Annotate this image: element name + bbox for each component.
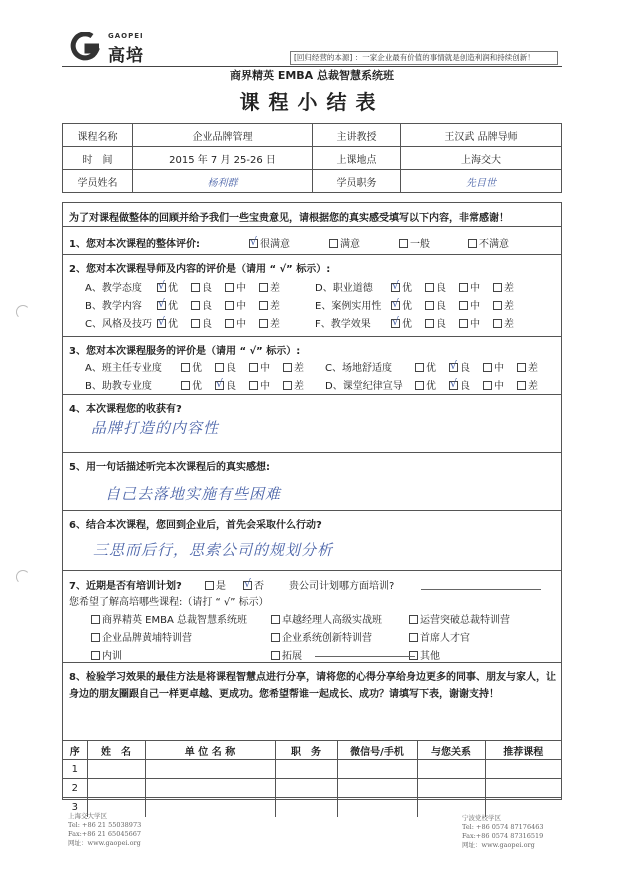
footer-fax: Fax:+86 21 65045667 [68,830,142,838]
q3-grade-option[interactable]: 中 [249,359,270,374]
checkbox-checked-icon [391,283,400,292]
checkbox-checked-icon [157,319,166,328]
cell[interactable] [145,798,275,817]
checkbox-icon [91,651,100,660]
q3-grade-option[interactable]: 差 [283,377,304,392]
page-title: 课程小结表 [239,90,385,114]
q5-section [63,453,561,511]
cell[interactable] [417,779,485,798]
intro-section [63,203,561,227]
q1-option-satisfied[interactable]: 满意 [329,235,360,250]
checkbox-icon [517,381,526,390]
row-number: 1 [63,760,87,779]
col-header: 与您关系 [417,741,485,760]
col-header: 职 务 [275,741,337,760]
checkbox-checked-icon [157,301,166,310]
cell[interactable] [337,779,417,798]
course-option[interactable]: 企业系统创新特训营 [271,629,372,644]
q3-grade-option[interactable]: 中 [483,359,504,374]
q2-grade-option[interactable]: 差 [493,315,514,330]
q2-grade-option[interactable]: 良 [191,297,212,312]
q4-section [63,395,561,453]
checkbox-checked-icon [249,239,258,248]
name-label: 学员姓名 [63,170,133,193]
q2-grade-option[interactable]: 差 [259,297,280,312]
position-value: 先目世 [401,170,562,193]
q7-no-option[interactable]: √ 否 [243,577,264,592]
q2-grade-option[interactable]: 差 [493,279,514,294]
q2-grade-option[interactable]: 良 [191,279,212,294]
q3-grade-option[interactable]: 优 [181,359,202,374]
q3-grade-option[interactable]: 优 [181,377,202,392]
cell[interactable] [417,760,485,779]
q2-item-label: E、案例实用性 [315,301,382,312]
q2-grade-option[interactable]: 中 [225,297,246,312]
q3-label: 3、您对本次课程服务的评价是（请用 “ √” 标示）: [69,346,301,357]
footer-right [462,814,544,850]
checkbox-checked-icon [157,283,166,292]
cell[interactable] [485,760,561,779]
checkbox-icon [271,633,280,642]
q2-grade-option[interactable]: 差 [259,315,280,330]
teacher-label: 主讲教授 [313,124,401,147]
q3-grade-option[interactable]: 中 [249,377,270,392]
course-option[interactable]: 拓展 [271,647,302,662]
q3-item-label: D、课堂纪律宣导 [325,381,403,392]
q2-item-label: F、教学效果 [315,319,371,330]
q1-label: 1、您对本次课程的整体评价: [69,239,200,250]
q6-answer: 三思而后行，思索公司的规划分析 [93,541,334,559]
q3-grade-option[interactable]: 良 [215,359,236,374]
course-info-table [62,123,562,193]
course-option[interactable]: 首席人才官 [409,629,470,644]
checkbox-checked-icon [243,581,252,590]
checkbox-icon [91,633,100,642]
slogan: [回归经营的本源] ：一家企业最有价值的事情就是创造利润和持续创新！ [290,51,558,65]
q7-more-label: 您希望了解高培哪些课程:（请打 “ √” 标示） [69,597,269,608]
logo-cn-text: 高培 [108,46,144,66]
checkbox-icon [271,615,280,624]
checkbox-icon [493,319,502,328]
cell[interactable] [275,779,337,798]
course-option[interactable]: 商界精英 EMBA 总裁智慧系统班 [91,611,247,626]
teacher-value: 王汉武 品牌导师 [401,124,562,147]
logo-en-text: GAOPEI [108,32,144,40]
q3-grade-option[interactable]: 差 [283,359,304,374]
checkbox-icon [483,363,492,372]
q2-grade-option[interactable]: √ 优 [157,297,178,312]
q7-plan-label: 贵公司计划哪方面培训? [289,581,395,592]
footer-campus: 上海交大学区 [68,812,107,820]
table-row [63,760,561,779]
checkbox-icon [249,381,258,390]
course-option[interactable]: 卓越经理人高级实战班 [271,611,382,626]
course-option[interactable]: 运营突破总裁特训营 [409,611,510,626]
q4-answer: 品牌打造的内容性 [91,419,220,437]
checkbox-icon [259,319,268,328]
time-value: 2015 年 7 月 25-26 日 [133,147,313,170]
q2-item-label: A、教学态度 [85,283,142,294]
q2-label: 2、您对本次课程导师及内容的评价是（请用 “ √” 标示）: [69,264,331,275]
q7-label: 7、近期是否有培训计划? [69,581,182,592]
checkbox-icon [459,319,468,328]
place-value: 上海交大 [401,147,562,170]
col-header: 序 [63,741,87,760]
footer-left [68,812,141,848]
place-label: 上课地点 [313,147,401,170]
q2-grade-option[interactable]: 差 [493,297,514,312]
cell[interactable] [275,798,337,817]
q1-option-very-satisfied[interactable]: √ 很满意 [249,235,290,250]
checkbox-icon [191,283,200,292]
q2-item-label: D、职业道德 [315,283,373,294]
q1-section [63,227,561,255]
q2-item-label: C、风格及技巧 [85,319,152,330]
q3-grade-option[interactable]: √ 良 [449,377,470,392]
q2-grade-option[interactable]: 良 [425,279,446,294]
survey-form [62,202,562,813]
col-header: 微信号/手机 [337,741,417,760]
q3-grade-option[interactable]: 中 [483,377,504,392]
binding-hole-icon [16,570,30,584]
q2-grade-option[interactable]: √ 优 [391,279,412,294]
q3-grade-option[interactable]: √ 良 [215,377,236,392]
binding-hole-icon [16,305,30,319]
checkbox-icon [483,381,492,390]
checkbox-icon [517,363,526,372]
course-value: 企业品牌管理 [133,124,313,147]
checkbox-icon [91,615,100,624]
q3-grade-option[interactable]: 优 [415,377,436,392]
checkbox-icon [425,301,434,310]
q2-grade-option[interactable]: 良 [425,315,446,330]
q1-option-unsatisfied[interactable]: 不满意 [468,235,509,250]
col-header: 推荐课程 [485,741,561,760]
q3-grade-option[interactable]: 差 [517,359,538,374]
footer-website: 网址：www.gaopei.org [68,839,141,847]
checkbox-checked-icon [391,319,400,328]
q8-text: 8、检验学习效果的最佳方法是将课程智慧点进行分享，请将您的心得分享给身边更多的同事、朋友与家人，让身边的朋友圈跟自己一样更卓越、更成功。您希望帮谁一起成长、成功？请填写下表，谢谢支持！ [69,672,556,700]
q3-grade-option[interactable]: 优 [415,359,436,374]
q8-section [63,663,561,740]
checkbox-icon [249,363,258,372]
checkbox-icon [329,239,338,248]
checkbox-icon [425,283,434,292]
q2-grade-option[interactable]: 中 [459,279,480,294]
q5-label: 5、用一句话描述听完本次课程后的真实感想: [69,462,270,473]
checkbox-icon [191,319,200,328]
referral-header-row [63,741,561,760]
q1-option-average[interactable]: 一般 [399,235,430,250]
cell[interactable] [337,760,417,779]
position-label: 学员职务 [313,170,401,193]
checkbox-icon [225,283,234,292]
q3-item-label: A、班主任专业度 [85,363,162,374]
q2-grade-option[interactable]: 差 [259,279,280,294]
footer-website: 网址：www.gaopei.org [462,841,535,849]
q3-grade-option[interactable]: √ 良 [449,359,470,374]
checkbox-icon [493,283,502,292]
checkbox-icon [181,381,190,390]
checkbox-checked-icon [449,381,458,390]
q3-grade-option[interactable]: 差 [517,377,538,392]
checkbox-icon [191,301,200,310]
time-label: 时 间 [63,147,133,170]
checkbox-checked-icon [449,363,458,372]
row-number: 3 [63,798,87,817]
q2-grade-option[interactable]: √ 优 [391,297,412,312]
q6-label: 6、结合本次课程，您回到企业后，首先会采取什么行动? [69,520,322,531]
checkbox-icon [215,363,224,372]
course-option[interactable]: 其他 [409,647,440,662]
checkbox-icon [225,301,234,310]
course-option[interactable]: 企业品牌黄埔特训营 [91,629,192,644]
course-option[interactable]: 内训 [91,647,122,662]
cell[interactable] [87,779,145,798]
checkbox-icon [225,319,234,328]
checkbox-icon [283,363,292,372]
q2-section [63,255,561,337]
checkbox-icon [271,651,280,660]
footer-tel: Tel: +86 21 55038973 [68,821,142,829]
checkbox-icon [259,301,268,310]
cell[interactable] [485,779,561,798]
cell[interactable] [145,760,275,779]
checkbox-checked-icon [391,301,400,310]
q2-grade-option[interactable]: √ 优 [391,315,412,330]
q7-section [63,571,561,663]
checkbox-icon [415,363,424,372]
checkbox-icon [205,581,214,590]
checkbox-icon [409,615,418,624]
q7-yes-option[interactable]: 是 [205,577,226,592]
q2-grade-option[interactable]: 中 [459,297,480,312]
checkbox-icon [283,381,292,390]
cell[interactable] [145,779,275,798]
name-value: 杨利群 [133,170,313,193]
q5-answer: 自己去落地实施有些困难 [105,485,282,503]
checkbox-icon [459,301,468,310]
q2-grade-option[interactable]: 中 [459,315,480,330]
subtitle: 商界精英 EMBA 总裁智慧系统班 [229,69,395,82]
footer-campus: 宁波党校学区 [462,814,501,822]
cell[interactable] [87,760,145,779]
q7-other-field[interactable] [315,656,415,657]
checkbox-icon [459,283,468,292]
course-label: 课程名称 [63,124,133,147]
checkbox-icon [493,301,502,310]
q6-section [63,511,561,571]
q2-grade-option[interactable]: √ 优 [157,315,178,330]
q3-item-label: B、助教专业度 [85,381,152,392]
q2-grade-option[interactable]: 良 [191,315,212,330]
col-header: 姓 名 [87,741,145,760]
col-header: 单 位 名 称 [145,741,275,760]
gaopei-logo [70,32,190,66]
cell[interactable] [275,760,337,779]
checkbox-checked-icon [215,381,224,390]
checkbox-icon [425,319,434,328]
q2-grade-option[interactable]: 中 [225,279,246,294]
checkbox-icon [259,283,268,292]
q3-item-label: C、场地舒适度 [325,363,392,374]
checkbox-icon [468,239,477,248]
q7-plan-field[interactable] [421,589,541,590]
cell[interactable] [337,798,417,817]
intro-text: 为了对课程做整体的回顾并给予我们一些宝贵意见，请根据您的真实感受填写以下内容，非常感谢！ [69,213,509,224]
q3-section [63,337,561,395]
q2-item-label: B、教学内容 [85,301,142,312]
q2-grade-option[interactable]: 良 [425,297,446,312]
referral-table [63,740,561,817]
q2-grade-option[interactable]: √ 优 [157,279,178,294]
row-number: 2 [63,779,87,798]
table-row [63,779,561,798]
footer-fax: Fax:+86 0574 87316519 [462,832,544,840]
checkbox-icon [415,381,424,390]
checkbox-icon [399,239,408,248]
footer-tel: Tel: +86 0574 87176463 [462,823,544,831]
q2-grade-option[interactable]: 中 [225,315,246,330]
checkbox-icon [181,363,190,372]
checkbox-icon [409,633,418,642]
logo-mark-icon [70,32,104,62]
q4-label: 4、本次课程您的收获有? [69,404,182,415]
